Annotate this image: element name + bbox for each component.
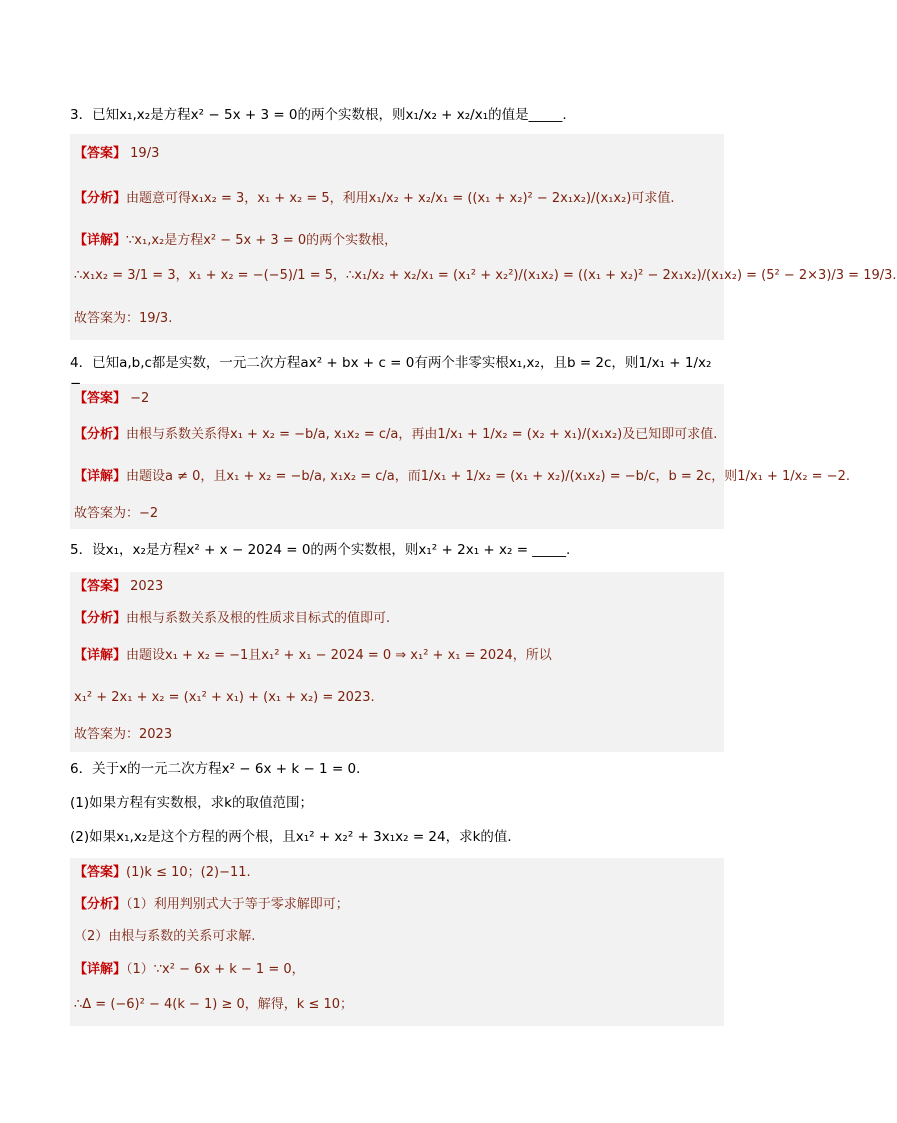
question-5: 5．设x₁，x₂是方程x² + x − 2024 = 0的两个实数根，则x₁² + 2x₁ + x₂ = _____. (70, 542, 571, 558)
analysis-label: 【分析】 (74, 897, 127, 912)
detail-row-6b: ∴Δ = (−6)² − 4(k − 1) ≥ 0，解得，k ≤ 10； (74, 997, 354, 1012)
answer-value: 19/3 (130, 146, 160, 161)
detail-label: 【详解】 (74, 469, 127, 484)
question-6-part-2: (2)如果x₁,x₂是这个方程的两个根，且x₁² + x₂² + 3x₁x₂ = 24，求k的值． (70, 829, 521, 845)
answer-label: 【答案】 (74, 391, 127, 406)
answer-value: −2 (130, 391, 150, 406)
analysis-row-3 (74, 188, 675, 210)
conclusion-4: 故答案为：−2 (74, 506, 159, 521)
answer-row-4 (74, 388, 149, 410)
analysis-text: 由题意可得x₁x₂ = 3，x₁ + x₂ = 5，利用x₁/x₂ + x₂/x₁ = ((x₁ + x₂)² − 2x₁x₂)/(x₁x₂)可求值. (126, 191, 675, 206)
analysis-row-6 (74, 894, 349, 916)
detail-text: ∵x₁,x₂是方程x² − 5x + 3 = 0的两个实数根， (126, 233, 398, 248)
analysis-label: 【分析】 (74, 611, 127, 626)
detail-row-5b: x₁² + 2x₁ + x₂ = (x₁² + x₁) + (x₁ + x₂) = 2023. (74, 690, 375, 705)
detail-row-5 (74, 645, 552, 667)
answer-label: 【答案】 (74, 146, 127, 161)
analysis-row-5 (74, 608, 390, 630)
conclusion-5: 故答案为：2023 (74, 727, 173, 742)
detail-row-4 (74, 466, 850, 488)
analysis-row-4 (74, 424, 717, 446)
detail-row-6 (74, 959, 305, 981)
solution-box-4 (70, 384, 724, 529)
detail-text: 由题设x₁ + x₂ = −1且x₁² + x₁ − 2024 = 0 ⇒ x₁² + x₁ = 2024，所以 (126, 648, 552, 663)
analysis-text: 由根与系数关系得x₁ + x₂ = −b/a, x₁x₂ = c/a，再由1/x₁ + 1/x₂ = (x₂ + x₁)/(x₁x₂)及已知即可求值. (126, 427, 718, 442)
question-6: 6．关于x的一元二次方程x² − 6x + k − 1 = 0． (70, 761, 370, 777)
answer-value: (1)k ≤ 10；(2)−11. (126, 865, 251, 880)
answer-value: 2023 (130, 579, 164, 594)
question-6-part-1: (1)如果方程有实数根，求k的取值范围； (70, 795, 313, 811)
answer-row-5 (74, 576, 163, 598)
answer-row-3 (74, 143, 159, 165)
answer-label: 【答案】 (74, 865, 127, 880)
analysis-text: （1）利用判别式大于等于零求解即可； (126, 897, 349, 912)
question-3: 3．已知x₁,x₂是方程x² − 5x + 3 = 0的两个实数根，则x₁/x₂ + x₂/x₁的值是_____. (70, 107, 567, 123)
detail-label: 【详解】 (74, 648, 127, 663)
analysis-label: 【分析】 (74, 427, 127, 442)
detail-row-3b: ∴x₁x₂ = 3/1 = 3，x₁ + x₂ = −(−5)/1 = 5，∴x₁/x₂ + x₂/x₁ = (x₁² + x₂²)/(x₁x₂) = ((x₁ + x₂)² − 2x₁x₂)/(x₁x₂) = (5² − 2×3)/3 = 19/3. (74, 268, 897, 283)
analysis-row-6b: （2）由根与系数的关系可求解. (74, 929, 256, 944)
detail-label: 【详解】 (74, 962, 127, 977)
conclusion-3: 故答案为：19/3. (74, 311, 173, 326)
analysis-label: 【分析】 (74, 191, 127, 206)
analysis-text: 由根与系数关系及根的性质求目标式的值即可. (126, 611, 391, 626)
question-4: 4．已知a,b,c都是实数，一元二次方程ax² + bx + c = 0有两个非零实根x₁,x₂，且b = 2c，则1/x₁ + 1/x₂ (70, 355, 712, 371)
detail-text: （1）∵x² − 6x + k − 1 = 0， (126, 962, 305, 977)
detail-label: 【详解】 (74, 233, 127, 248)
answer-row-6 (74, 862, 251, 884)
answer-label: 【答案】 (74, 579, 127, 594)
detail-text: 由题设a ≠ 0，且x₁ + x₂ = −b/a, x₁x₂ = c/a，而1/x₁ + 1/x₂ = (x₁ + x₂)/(x₁x₂) = −b/c，b = 2c，则1/x₁ + 1/x₂ = −2. (126, 469, 850, 484)
detail-row-3 (74, 230, 397, 252)
